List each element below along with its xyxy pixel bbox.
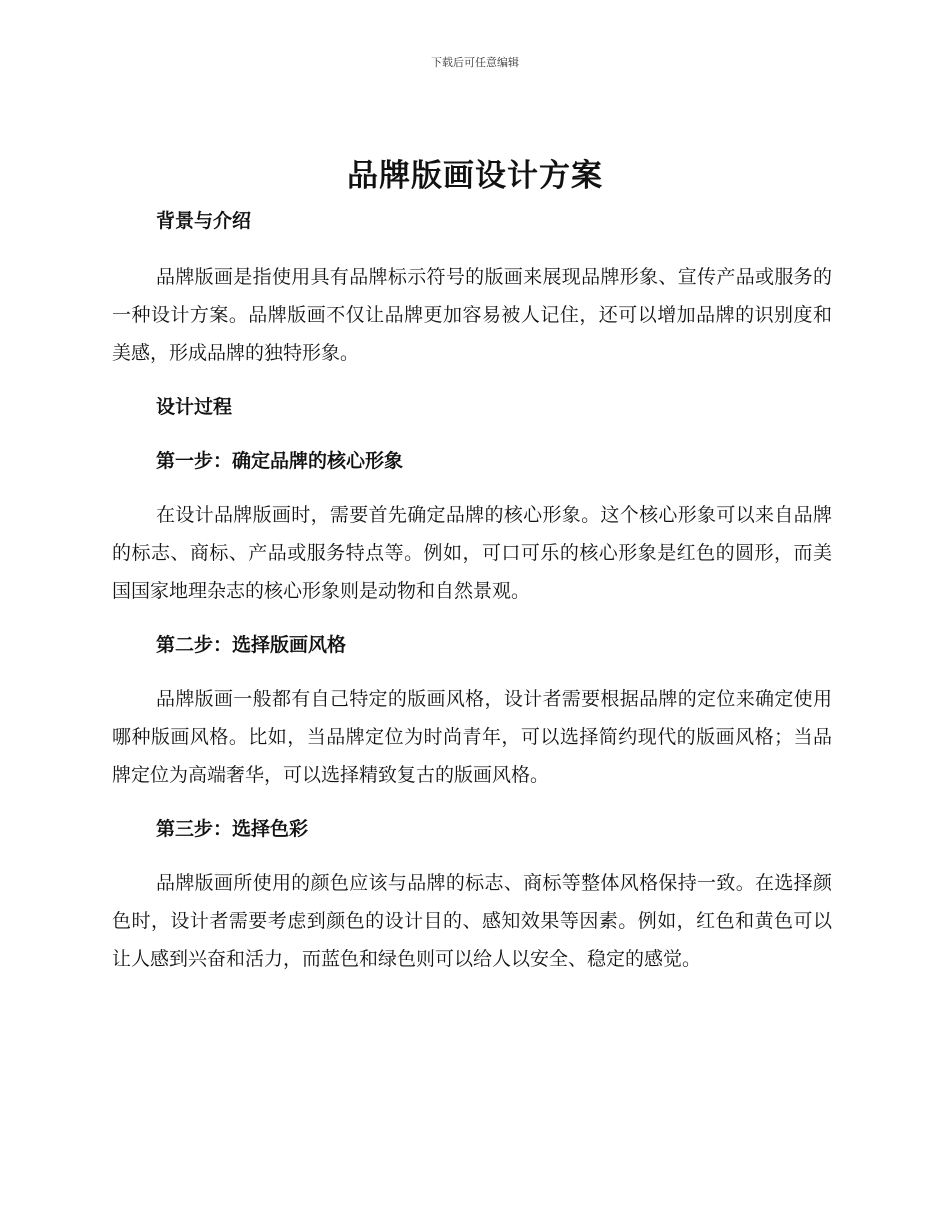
paragraph-step-1: 在设计品牌版画时，需要首先确定品牌的核心形象。这个核心形象可以来自品牌的标志、商标、产品或服务特点等。例如，可口可乐的核心形象是红色的圆形，而美国国家地理杂志的核心形象则是动物和自然景观。 — [112, 504, 832, 602]
page-header-note: 下载后可任意编辑 — [431, 56, 519, 69]
section-heading-step-2: 第二步：选择版画风格 — [156, 634, 347, 656]
paragraph-background: 品牌版画是指使用具有品牌标示符号的版画来展现品牌形象、宣传产品或服务的一种设计方案。品牌版画不仅让品牌更加容易被人记住，还可以增加品牌的识别度和美感，形成品牌的独特形象。 — [112, 266, 832, 364]
document-body — [112, 202, 832, 978]
document-title: 品牌版画设计方案 — [347, 158, 603, 194]
section-heading-step-3: 第三步：选择色彩 — [156, 818, 309, 840]
section-heading-background: 背景与介绍 — [156, 210, 252, 232]
section-heading-design-process: 设计过程 — [156, 396, 233, 418]
section-heading-step-1: 第一步：确定品牌的核心形象 — [156, 450, 404, 472]
paragraph-step-3: 品牌版画所使用的颜色应该与品牌的标志、商标等整体风格保持一致。在选择颜色时，设计者需要考虑到颜色的设计目的、感知效果等因素。例如，红色和黄色可以让人感到兴奋和活力，而蓝色和绿色则可以给人以安全、稳定的感觉。 — [112, 872, 832, 970]
paragraph-step-2: 品牌版画一般都有自己特定的版画风格，设计者需要根据品牌的定位来确定使用哪种版画风格。比如，当品牌定位为时尚青年，可以选择简约现代的版画风格；当品牌定位为高端奢华，可以选择精致复古的版画风格。 — [112, 688, 832, 786]
